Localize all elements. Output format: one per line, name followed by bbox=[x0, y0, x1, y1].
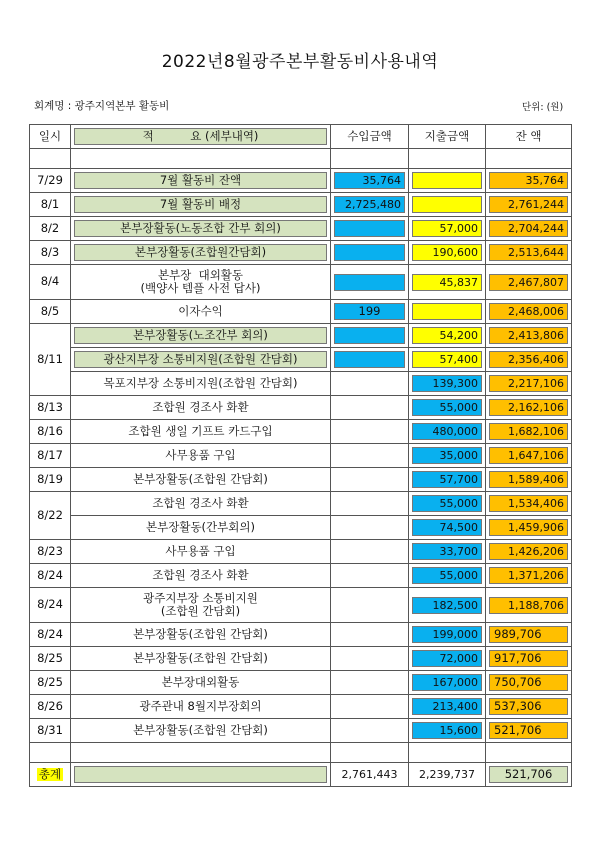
row-balance: 1,647,106 bbox=[489, 447, 568, 464]
row-desc-line1: 본부장 대외활동 bbox=[157, 268, 244, 282]
row-expense: 167,000 bbox=[412, 674, 482, 691]
table-row bbox=[30, 695, 572, 719]
row-income: 199 bbox=[334, 303, 405, 320]
row-income bbox=[334, 327, 405, 344]
row-income bbox=[331, 588, 409, 623]
row-date: 8/3 bbox=[30, 241, 71, 265]
row-expense: 45,837 bbox=[412, 274, 482, 291]
row-balance: 1,426,206 bbox=[489, 543, 568, 560]
row-desc: 7월 활동비 잔액 bbox=[74, 172, 327, 189]
row-balance: 917,706 bbox=[489, 650, 568, 667]
row-expense bbox=[412, 303, 482, 320]
row-income bbox=[331, 564, 409, 588]
header-income: 수입금액 bbox=[331, 125, 409, 149]
row-income bbox=[334, 220, 405, 237]
row-expense: 57,000 bbox=[412, 220, 482, 237]
row-expense: 199,000 bbox=[412, 626, 482, 643]
row-desc-line2: (백양사 템플 사전 답사) bbox=[140, 281, 261, 295]
row-date: 8/19 bbox=[30, 468, 71, 492]
table-row bbox=[30, 647, 572, 671]
row-income bbox=[331, 516, 409, 540]
row-income bbox=[331, 719, 409, 743]
row-desc: 사무용품 구입 bbox=[71, 540, 331, 564]
row-desc: 본부장활동(노조간부 회의) bbox=[74, 327, 327, 344]
row-date: 8/2 bbox=[30, 217, 71, 241]
row-desc-line1: 광주지부장 소통비지원 bbox=[143, 591, 258, 605]
row-income bbox=[331, 396, 409, 420]
table-row bbox=[30, 671, 572, 695]
row-expense: 55,000 bbox=[412, 399, 482, 416]
row-date: 8/5 bbox=[30, 300, 71, 324]
row-desc: 본부장활동(조합원 간담회) bbox=[71, 468, 331, 492]
row-expense: 55,000 bbox=[412, 567, 482, 584]
row-income: 2,725,480 bbox=[334, 196, 405, 213]
row-income bbox=[331, 623, 409, 647]
header-expense: 지출금액 bbox=[409, 125, 486, 149]
row-desc: 본부장활동(노동조합 간부 회의) bbox=[74, 220, 327, 237]
row-income bbox=[334, 274, 405, 291]
table-row bbox=[30, 300, 572, 324]
total-desc bbox=[74, 766, 327, 783]
row-balance: 2,217,106 bbox=[489, 375, 568, 392]
ledger-table bbox=[29, 124, 572, 787]
row-balance: 750,706 bbox=[489, 674, 568, 691]
row-desc: 본부장활동(조합원 간담회) bbox=[71, 647, 331, 671]
row-date: 8/25 bbox=[30, 671, 71, 695]
row-income bbox=[331, 444, 409, 468]
row-income bbox=[331, 695, 409, 719]
row-desc: 이자수익 bbox=[71, 300, 331, 324]
table-row bbox=[30, 444, 572, 468]
total-balance: 521,706 bbox=[489, 766, 568, 783]
table-row bbox=[30, 396, 572, 420]
table-row bbox=[30, 265, 572, 300]
row-expense bbox=[412, 172, 482, 189]
row-income bbox=[331, 372, 409, 396]
row-income bbox=[334, 351, 405, 368]
row-balance: 1,188,706 bbox=[489, 597, 568, 614]
row-income bbox=[331, 468, 409, 492]
row-date: 8/4 bbox=[30, 265, 71, 300]
row-income bbox=[334, 244, 405, 261]
row-date: 8/24 bbox=[30, 564, 71, 588]
page-title: 2022년8월광주본부활동비사용내역 bbox=[161, 52, 439, 72]
row-balance: 35,764 bbox=[489, 172, 568, 189]
row-balance: 2,413,806 bbox=[489, 327, 568, 344]
row-desc bbox=[74, 592, 327, 618]
table-row bbox=[30, 588, 572, 623]
total-label-cell bbox=[30, 763, 71, 787]
row-balance: 2,356,406 bbox=[489, 351, 568, 368]
row-expense: 55,000 bbox=[412, 495, 482, 512]
row-expense: 190,600 bbox=[412, 244, 482, 261]
row-desc: 본부장활동(간부회의) bbox=[71, 516, 331, 540]
row-desc-line2: (조합원 간담회) bbox=[160, 604, 241, 618]
row-desc: 본부장활동(조합원 간담회) bbox=[71, 623, 331, 647]
row-date: 7/29 bbox=[30, 169, 71, 193]
header-balance: 잔 액 bbox=[486, 125, 572, 149]
row-desc: 조합원 경조사 화환 bbox=[71, 564, 331, 588]
row-balance: 2,467,807 bbox=[489, 274, 568, 291]
table-row bbox=[30, 241, 572, 265]
row-expense: 54,200 bbox=[412, 327, 482, 344]
row-balance: 1,589,406 bbox=[489, 471, 568, 488]
row-date: 8/11 bbox=[30, 324, 71, 396]
row-desc: 조합원 생일 기프트 카드구입 bbox=[71, 420, 331, 444]
row-date: 8/25 bbox=[30, 647, 71, 671]
row-desc: 광산지부장 소통비지원(조합원 간담회) bbox=[74, 351, 327, 368]
total-income: 2,761,443 bbox=[331, 763, 409, 787]
row-desc: 본부장활동(조합원간담회) bbox=[74, 244, 327, 261]
spacer-row bbox=[30, 149, 572, 169]
row-expense: 213,400 bbox=[412, 698, 482, 715]
row-balance: 2,162,106 bbox=[489, 399, 568, 416]
table-row bbox=[30, 420, 572, 444]
row-balance: 2,513,644 bbox=[489, 244, 568, 261]
table-row bbox=[30, 348, 572, 372]
table-row bbox=[30, 193, 572, 217]
row-balance: 1,459,906 bbox=[489, 519, 568, 536]
row-balance: 1,534,406 bbox=[489, 495, 568, 512]
table-row bbox=[30, 516, 572, 540]
table-row bbox=[30, 540, 572, 564]
spacer-row bbox=[30, 743, 572, 763]
row-expense: 15,600 bbox=[412, 722, 482, 739]
row-date: 8/23 bbox=[30, 540, 71, 564]
row-date: 8/24 bbox=[30, 623, 71, 647]
table-row bbox=[30, 719, 572, 743]
row-income bbox=[331, 671, 409, 695]
row-desc: 본부장대외활동 bbox=[71, 671, 331, 695]
row-balance: 2,761,244 bbox=[489, 196, 568, 213]
total-row bbox=[30, 763, 572, 787]
row-income bbox=[331, 647, 409, 671]
row-balance: 1,682,106 bbox=[489, 423, 568, 440]
header-desc-cell bbox=[71, 125, 331, 149]
row-balance: 2,704,244 bbox=[489, 220, 568, 237]
row-expense: 74,500 bbox=[412, 519, 482, 536]
row-date: 8/16 bbox=[30, 420, 71, 444]
unit-label: 단위: (원) bbox=[522, 102, 564, 113]
row-balance: 537,306 bbox=[489, 698, 568, 715]
table-row bbox=[30, 564, 572, 588]
total-label: 총계 bbox=[38, 766, 62, 781]
row-income: 35,764 bbox=[334, 172, 405, 189]
row-expense: 480,000 bbox=[412, 423, 482, 440]
table-row bbox=[30, 492, 572, 516]
row-expense bbox=[412, 196, 482, 213]
row-expense: 72,000 bbox=[412, 650, 482, 667]
row-date: 8/24 bbox=[30, 588, 71, 623]
row-date: 8/26 bbox=[30, 695, 71, 719]
row-balance: 521,706 bbox=[489, 722, 568, 739]
header-date: 일시 bbox=[30, 125, 71, 149]
row-desc: 광주관내 8월지부장회의 bbox=[71, 695, 331, 719]
row-expense: 57,700 bbox=[412, 471, 482, 488]
row-income bbox=[331, 540, 409, 564]
row-date: 8/17 bbox=[30, 444, 71, 468]
table-row bbox=[30, 169, 572, 193]
row-desc: 목포지부장 소통비지원(조합원 간담회) bbox=[71, 372, 331, 396]
row-desc bbox=[74, 269, 327, 295]
row-expense: 57,400 bbox=[412, 351, 482, 368]
row-expense: 139,300 bbox=[412, 375, 482, 392]
table-row bbox=[30, 623, 572, 647]
table-row bbox=[30, 468, 572, 492]
account-name: 회계명 : 광주지역본부 활동비 bbox=[34, 100, 170, 112]
table-row bbox=[30, 372, 572, 396]
row-desc: 사무용품 구입 bbox=[71, 444, 331, 468]
row-expense: 35,000 bbox=[412, 447, 482, 464]
row-balance: 1,371,206 bbox=[489, 567, 568, 584]
row-expense: 182,500 bbox=[412, 597, 482, 614]
total-expense: 2,239,737 bbox=[409, 763, 486, 787]
header-row bbox=[30, 125, 572, 149]
row-expense: 33,700 bbox=[412, 543, 482, 560]
table-row bbox=[30, 324, 572, 348]
row-desc: 조합원 경조사 화환 bbox=[71, 492, 331, 516]
row-date: 8/22 bbox=[30, 492, 71, 540]
table-row bbox=[30, 217, 572, 241]
row-date: 8/31 bbox=[30, 719, 71, 743]
row-desc: 본부장활동(조합원 간담회) bbox=[71, 719, 331, 743]
header-desc: 적 요 (세부내역) bbox=[74, 128, 327, 145]
row-date: 8/1 bbox=[30, 193, 71, 217]
row-date: 8/13 bbox=[30, 396, 71, 420]
row-desc: 조합원 경조사 화환 bbox=[71, 396, 331, 420]
row-balance: 2,468,006 bbox=[489, 303, 568, 320]
row-desc: 7월 활동비 배정 bbox=[74, 196, 327, 213]
row-balance: 989,706 bbox=[489, 626, 568, 643]
row-income bbox=[331, 420, 409, 444]
row-income bbox=[331, 492, 409, 516]
